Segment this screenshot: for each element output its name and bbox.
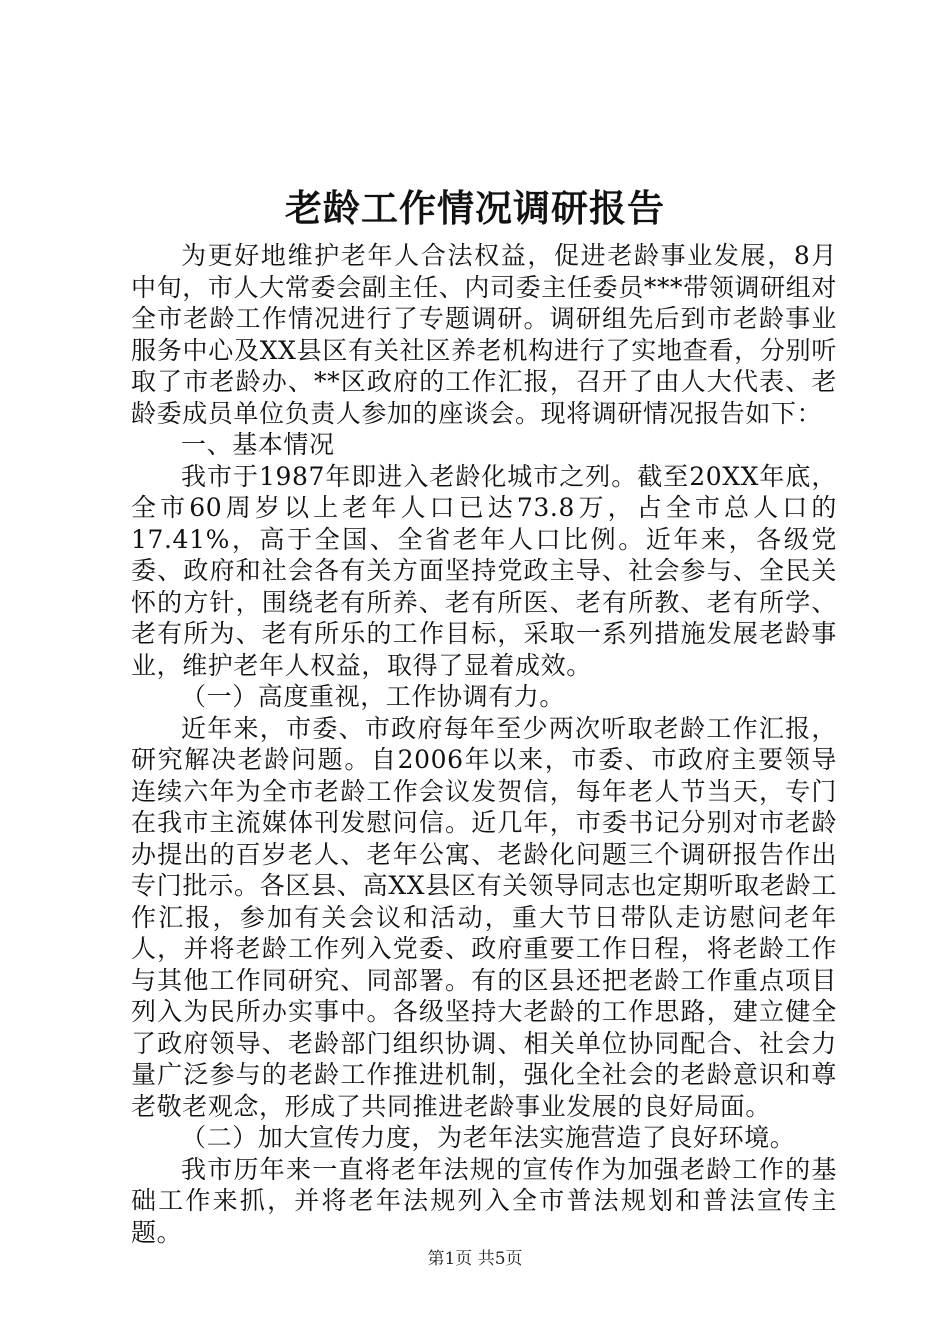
- paragraph-coordination: 近年来，市委、市政府每年至少两次听取老龄工作汇报，研究解决老龄问题。自2006年以来，市委、市政府主要领导连续六年为全市老龄工作会议发贺信，每年老人节当天，专门在我市主流媒体刊发慰问信。近几年，市委书记分别对市老龄办提出的百岁老人、老年公寓、老龄化问题三个调研报告作出专门批示。各区县、高XX县区有关领导同志也定期听取老龄工作汇报，参加有关会议和活动，重大节日带队走访慰问老年人，并将老龄工作列入党委、政府重要工作日程，将老龄工作与其他工作同研究、同部署。有的区县还把老龄工作重点项目列入为民所办实事中。各级坚持大老龄的工作思路，建立健全了政府领导、老龄部门组织协调、相关单位协同配合、社会力量广泛参与的老龄工作推进机制，强化全社会的老龄意识和尊老敬老观念，形成了共同推进老龄事业发展的良好局面。: [131, 713, 837, 1121]
- page-footer: 第1页 共5页: [427, 1249, 523, 1269]
- paragraph-intro: 为更好地维护老年人合法权益，促进老龄事业发展，8月中旬，市人大常委会副主任、内司委主任委员***带领调研组对全市老龄工作情况进行了专题调研。调研组先后到市老龄事业服务中心及XX县区有关社区养老机构进行了实地查看，分别听取了市老龄办、**区政府的工作汇报，召开了由人大代表、老龄委成员单位负责人参加的座谈会。现将调研情况报告如下：: [131, 241, 837, 428]
- section-heading-basic: 一、基本情况: [181, 430, 335, 459]
- document-body: [131, 240, 837, 1248]
- document-title: 老龄工作情况调研报告: [285, 186, 665, 230]
- subheading-one: （一）高度重视，工作协调有力。: [181, 682, 566, 711]
- paragraph-publicity: 我市历年来一直将老年法规的宣传作为加强老龄工作的基础工作来抓，并将老年法规列入全市普法规划和普法宣传主题。: [131, 1154, 837, 1247]
- paragraph-basic-situation: 我市于1987年即进入老龄化城市之列。截至20XX年底，全市60周岁以上老年人口已达73.8万，占全市总人口的17.41%，高于全国、全省老年人口比例。近年来，各级党委、政府和社会各有关方面坚持党政主导、社会参与、全民关怀的方针，围绕老有所养、老有所医、老有所教、老有所学、老有所为、老有所乐的工作目标，采取一系列措施发展老龄事业，维护老年人权益，取得了显着成效。: [131, 461, 837, 680]
- subheading-two: （二）加大宣传力度，为老年法实施营造了良好环境。: [181, 1123, 796, 1152]
